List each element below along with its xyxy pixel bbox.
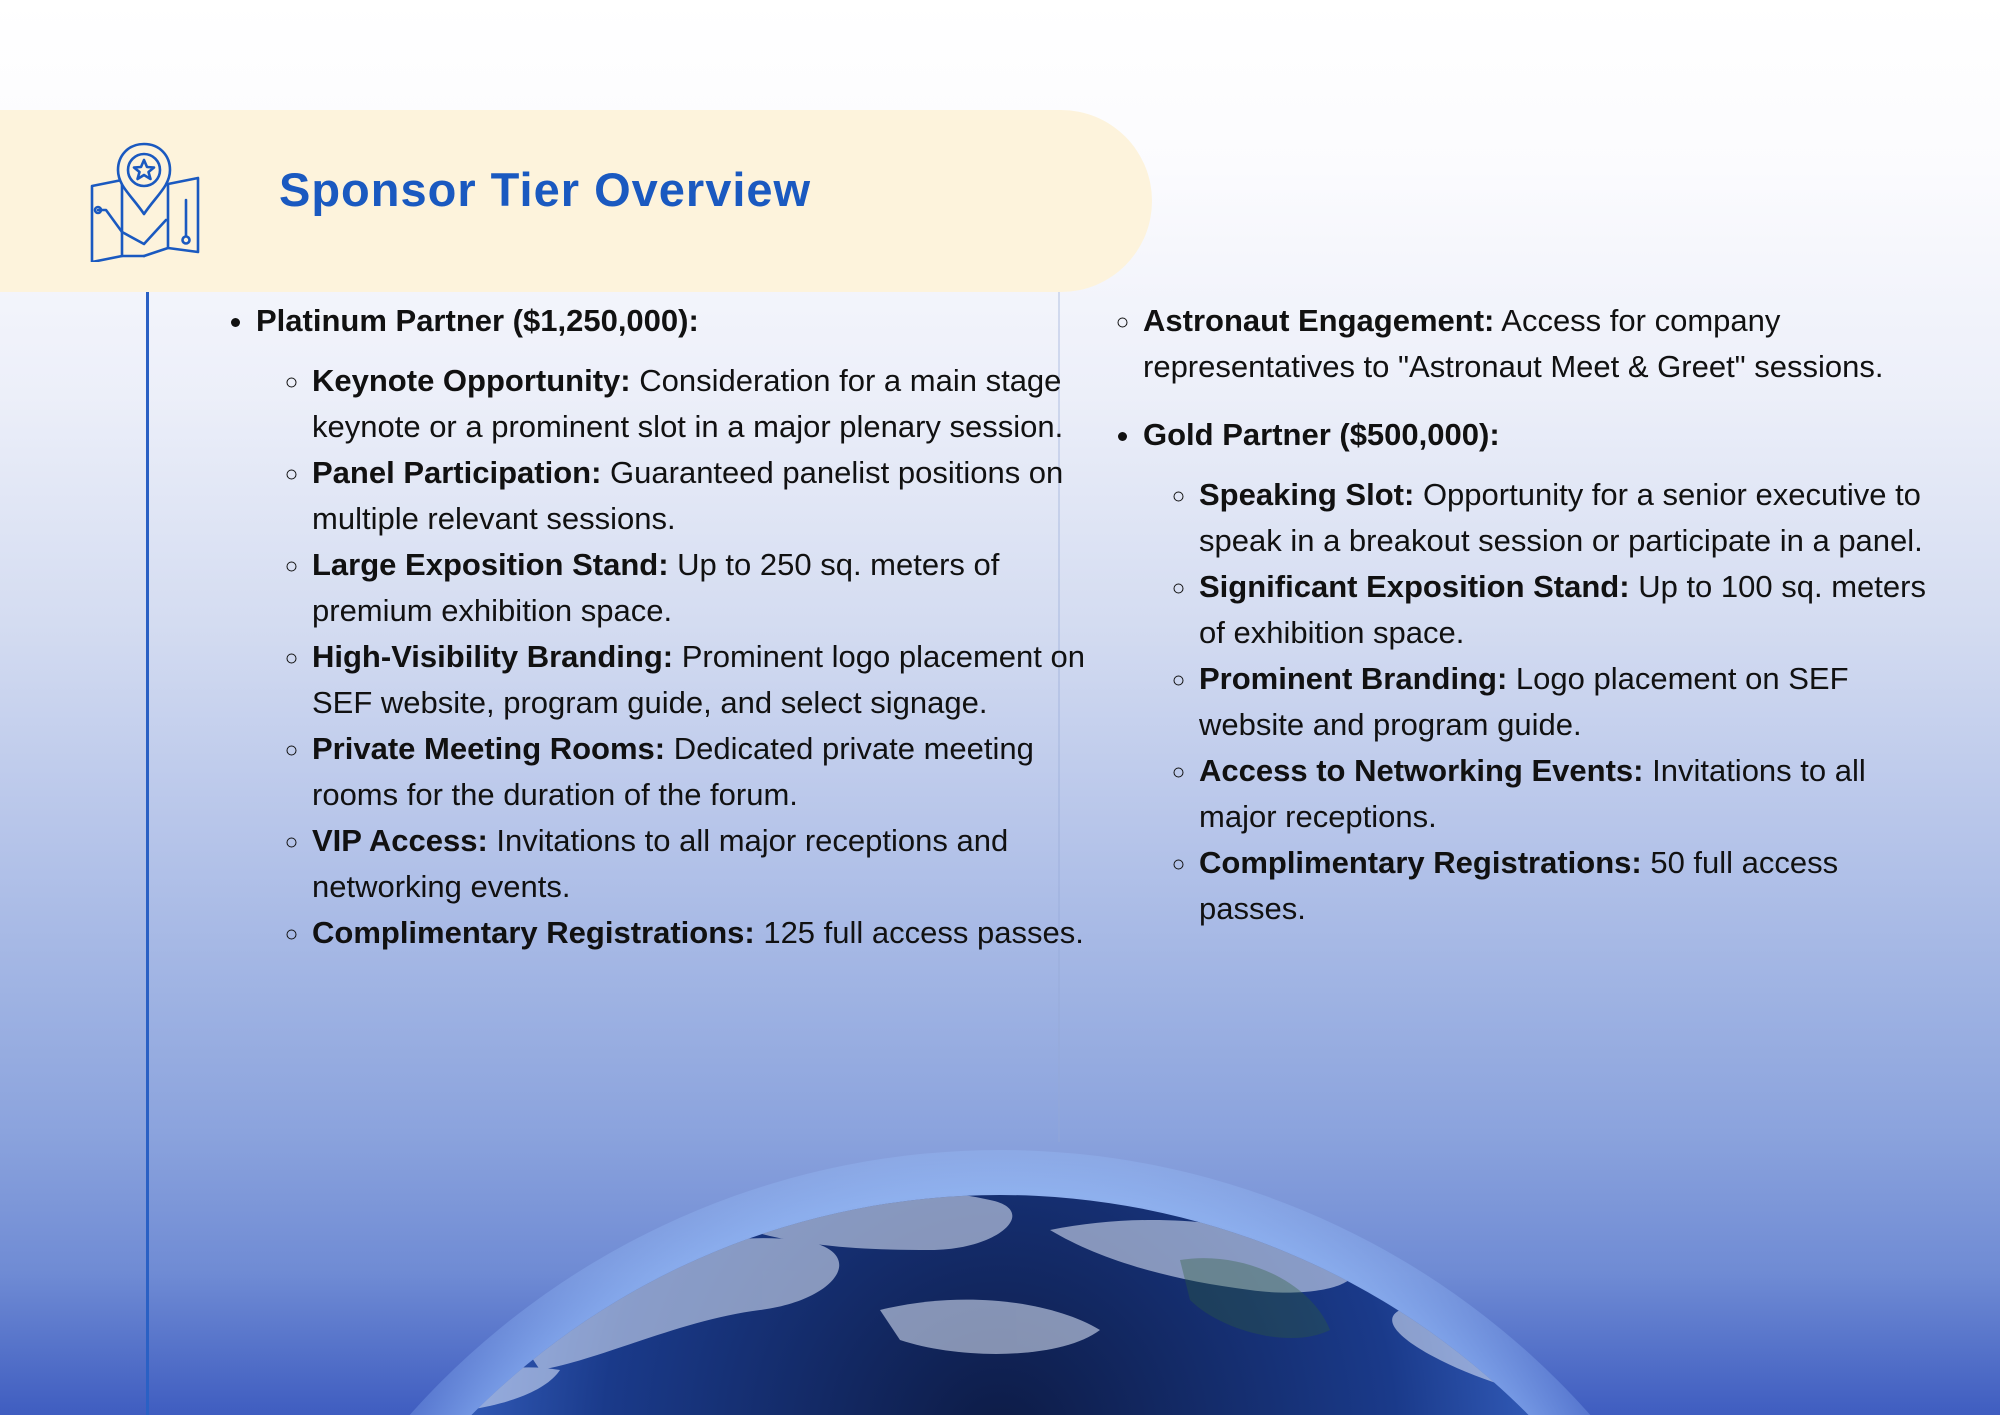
benefit-title: Significant Exposition Stand: (1199, 569, 1630, 604)
accent-line (146, 292, 149, 1415)
benefit-text: Dedicated private meeting rooms for the duration of the forum. (312, 731, 1034, 812)
benefit-title: Prominent Branding: (1199, 661, 1508, 696)
benefit-text: Logo placement on SEF website and program guide. (1199, 661, 1849, 742)
benefit-title: Speaking Slot: (1199, 477, 1415, 512)
benefit-item (1199, 840, 1947, 932)
benefit-title: Complimentary Registrations: (312, 915, 755, 950)
benefit-title: Panel Participation: (312, 455, 602, 490)
benefit-item (312, 634, 1090, 726)
benefit-title: Keynote Opportunity: (312, 363, 631, 398)
benefit-text: Guaranteed panelist positions on multiple relevant sessions. (312, 455, 1064, 536)
benefit-text: Invitations to all major receptions. (1199, 753, 1866, 834)
benefit-text: Access for company representatives to "Astronaut Meet & Greet" sessions. (1143, 303, 1884, 384)
earth-image (0, 1110, 2000, 1415)
benefit-item (312, 358, 1090, 450)
benefit-text: Up to 100 sq. meters of exhibition space. (1199, 569, 1926, 650)
benefit-item (312, 542, 1090, 634)
benefit-text: 125 full access passes. (763, 915, 1084, 950)
benefit-item (1199, 656, 1947, 748)
tier-platinum-continued (1087, 298, 1947, 390)
right-column (1087, 298, 1947, 946)
tier-name: Platinum Partner ($1,250,000): (256, 303, 699, 338)
benefit-title: Astronaut Engagement: (1143, 303, 1495, 338)
benefit-text: 50 full access passes. (1199, 845, 1839, 926)
benefit-text: Opportunity for a senior executive to speak in a breakout session or participate in a panel. (1199, 477, 1923, 558)
benefit-item (1199, 472, 1947, 564)
benefit-item (312, 726, 1090, 818)
tier-name: Gold Partner ($500,000): (1143, 417, 1500, 452)
page-title: Sponsor Tier Overview (279, 163, 812, 216)
benefit-item (1199, 564, 1947, 656)
left-column (200, 298, 1090, 970)
benefit-item (312, 450, 1090, 542)
map-pin-star-icon (88, 140, 202, 262)
benefit-item (1143, 298, 1947, 390)
benefit-text: Invitations to all major receptions and networking events. (312, 823, 1009, 904)
benefit-title: High-Visibility Branding: (312, 639, 674, 674)
benefit-title: Private Meeting Rooms: (312, 731, 666, 766)
benefit-title: VIP Access: (312, 823, 488, 858)
tier-gold (1143, 412, 1947, 932)
tier-platinum (256, 298, 1090, 956)
benefit-text: Consideration for a main stage keynote or a prominent slot in a major plenary session. (312, 363, 1064, 444)
benefit-text: Prominent logo placement on SEF website, program guide, and select signage. (312, 639, 1085, 720)
benefit-item (312, 910, 1090, 956)
benefit-title: Access to Networking Events: (1199, 753, 1644, 788)
benefit-text: Up to 250 sq. meters of premium exhibition space. (312, 547, 1000, 628)
benefit-item (312, 818, 1090, 910)
benefit-item (1199, 748, 1947, 840)
benefit-title: Large Exposition Stand: (312, 547, 669, 582)
benefit-title: Complimentary Registrations: (1199, 845, 1642, 880)
